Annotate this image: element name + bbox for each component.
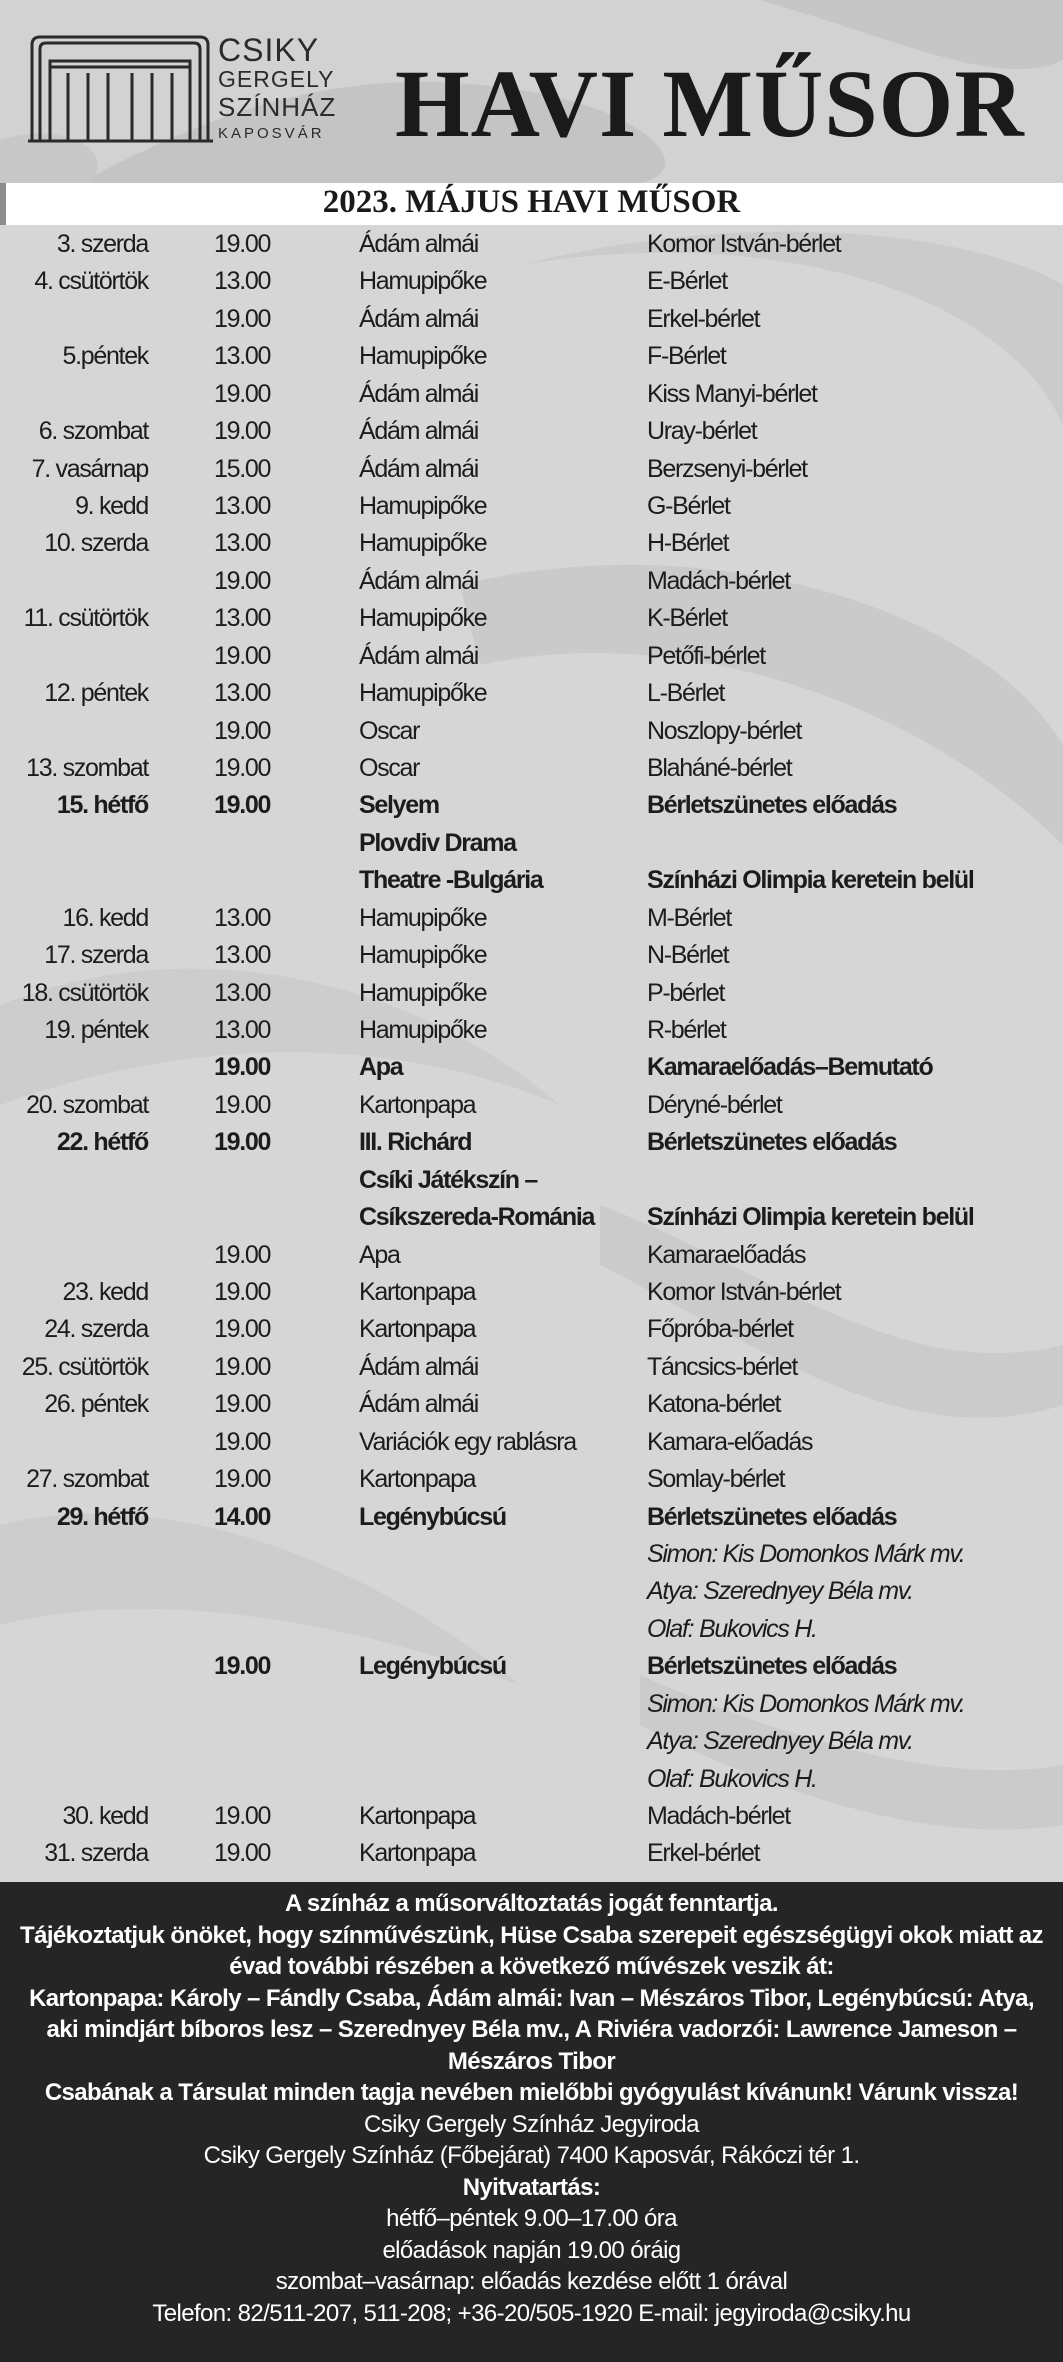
day-cell: 11. csütörtök: [23, 604, 148, 633]
month-title: 2023. MÁJUS HAVI MŰSOR: [322, 184, 741, 220]
time-cell: 19.00: [214, 304, 271, 333]
day-cell: 27. szombat: [26, 1465, 148, 1494]
day-cell: 26. péntek: [44, 1390, 148, 1419]
footer-line: Csiky Gergely Színház Jegyiroda: [364, 2110, 699, 2138]
table-row: [0, 226, 1063, 263]
table-row: [0, 376, 1063, 413]
table-row: [0, 1012, 1063, 1049]
note-cell: Erkel-bérlet: [647, 304, 760, 333]
day-cell: 17. szerda: [44, 941, 148, 970]
table-row: [0, 750, 1063, 787]
time-cell: 19.00: [214, 1652, 271, 1681]
day-cell: 30. kedd: [62, 1802, 148, 1831]
time-cell: 19.00: [214, 230, 271, 258]
title-cell: Hamupipőke: [359, 903, 487, 932]
time-cell: 13.00: [214, 1016, 271, 1045]
footer-line: évad további részében a következő művészek veszik át:: [229, 1953, 834, 1980]
table-row: [0, 1049, 1063, 1086]
table-row: [0, 1461, 1063, 1498]
note-cell: Petőfi-bérlet: [647, 641, 765, 670]
note-cell: Főpróba-bérlet: [647, 1315, 793, 1344]
time-cell: 13.00: [214, 679, 271, 708]
table-row: [0, 600, 1063, 637]
day-cell: 13. szombat: [26, 754, 148, 783]
note-cell: Erkel-bérlet: [647, 1839, 760, 1868]
time-cell: 19.00: [214, 1390, 271, 1419]
table-row: [0, 263, 1063, 300]
time-cell: 13.00: [214, 342, 271, 371]
note-cell: Színházi Olimpia keretein belül: [647, 1203, 974, 1232]
day-cell: 10. szerda: [44, 529, 148, 558]
time-cell: 19.00: [214, 417, 271, 446]
table-row: [0, 1124, 1063, 1161]
time-cell: 15.00: [214, 454, 271, 483]
title-cell: Ádám almái: [359, 1390, 478, 1419]
table-row: [0, 675, 1063, 712]
note-cell: Kamaraelőadás: [647, 1240, 806, 1269]
note-cell: Atya: Szerednyey Béla mv.: [647, 1727, 913, 1756]
table-row: [0, 1573, 1063, 1610]
footer-line: előadások napján 19.00 óráig: [382, 2236, 681, 2264]
day-cell: 9. kedd: [75, 492, 148, 520]
table-row: [0, 975, 1063, 1012]
time-cell: 19.00: [214, 1053, 271, 1082]
note-cell: Atya: Szerednyey Béla mv.: [647, 1577, 913, 1606]
note-cell: M-Bérlet: [647, 903, 732, 932]
table-row: [0, 713, 1063, 750]
time-cell: 19.00: [214, 1802, 271, 1831]
table-row: [0, 1611, 1063, 1648]
day-cell: 29. hétfő: [56, 1502, 148, 1531]
note-cell: H-Bérlet: [647, 529, 729, 558]
table-row: [0, 1162, 1063, 1199]
day-cell: 3. szerda: [56, 230, 148, 258]
time-cell: 19.00: [214, 379, 271, 408]
title-cell: Kartonpapa: [359, 1802, 476, 1831]
note-cell: Kamara-előadás: [647, 1427, 813, 1456]
title-cell: Oscar: [359, 754, 420, 783]
time-cell: 13.00: [214, 941, 271, 970]
table-row: [0, 1798, 1063, 1835]
table-row: [0, 451, 1063, 488]
time-cell: 19.00: [214, 1315, 271, 1344]
note-cell: Simon: Kis Domonkos Márk mv.: [647, 1689, 965, 1718]
theatre-logo: [28, 28, 338, 150]
title-cell: III. Richárd: [359, 1128, 472, 1157]
note-cell: F-Bérlet: [647, 342, 726, 371]
title-cell: Apa: [359, 1053, 403, 1082]
table-row: [0, 862, 1063, 899]
day-cell: 7. vasárnap: [31, 454, 148, 483]
time-cell: 19.00: [214, 1427, 271, 1456]
time-cell: 13.00: [214, 903, 271, 932]
title-cell: Kartonpapa: [359, 1465, 476, 1494]
title-cell: Ádám almái: [359, 379, 478, 408]
title-cell: Ádám almái: [359, 304, 478, 333]
note-cell: Komor István-bérlet: [647, 1278, 841, 1307]
note-cell: Bérletszünetes előadás: [647, 791, 897, 820]
note-cell: Simon: Kis Domonkos Márk mv.: [647, 1540, 965, 1569]
time-cell: 19.00: [214, 1839, 271, 1868]
table-row: [0, 1386, 1063, 1423]
title-cell: Kartonpapa: [359, 1315, 476, 1344]
footer-line: Telefon: 82/511-207, 511-208; +36-20/505-1920 E-mail: jegyiroda@csiky.hu: [152, 2299, 911, 2327]
title-cell: Selyem: [359, 791, 439, 820]
time-cell: 13.00: [214, 267, 271, 296]
title-cell: Hamupipőke: [359, 342, 487, 371]
note-cell: Kamaraelőadás–Bemutató: [647, 1053, 933, 1082]
footer-line: A színház a műsorváltoztatás jogát fenntartja.: [285, 1890, 778, 1917]
day-cell: 22. hétfő: [56, 1128, 148, 1157]
table-row: [0, 900, 1063, 937]
title-cell: Apa: [359, 1240, 400, 1269]
table-row: [0, 1349, 1063, 1386]
table-row: [0, 1835, 1063, 1872]
table-row: [0, 413, 1063, 450]
table-row: [0, 1237, 1063, 1274]
footer-line: aki mindjárt bíboros lesz – Szerednyey Béla mv., A Riviéra vadorzói: Lawrence Jameson –: [46, 2016, 1017, 2043]
footer-line: Tájékoztatjuk önöket, hogy színművészünk, Hüse Csaba szerepeit egészségügyi okok miatt az: [20, 1921, 1043, 1949]
note-cell: Bérletszünetes előadás: [647, 1128, 897, 1157]
note-cell: L-Bérlet: [647, 679, 725, 708]
footer-line: Csiky Gergely Színház (Főbejárat) 7400 Kaposvár, Rákóczi tér 1.: [203, 2142, 860, 2169]
note-cell: Blaháné-bérlet: [647, 754, 792, 783]
table-row: [0, 1648, 1063, 1685]
note-cell: R-bérlet: [647, 1016, 726, 1045]
time-cell: 19.00: [214, 1465, 271, 1494]
note-cell: Madách-bérlet: [647, 1802, 790, 1831]
note-cell: Színházi Olimpia keretein belül: [647, 866, 974, 895]
table-row: [0, 1723, 1063, 1760]
title-cell: Hamupipőke: [359, 941, 487, 970]
day-cell: 16. kedd: [62, 903, 148, 932]
note-cell: K-Bérlet: [647, 604, 727, 633]
note-cell: Olaf: Bukovics H.: [647, 1614, 817, 1643]
schedule-table: [0, 225, 1063, 1882]
footer-line: szombat–vasárnap: előadás kezdése előtt 1 órával: [275, 2268, 788, 2295]
note-cell: Madách-bérlet: [647, 566, 790, 595]
note-cell: G-Bérlet: [647, 492, 730, 520]
title-cell: Plovdiv Drama: [359, 828, 516, 857]
day-cell: 4. csütörtök: [34, 267, 148, 296]
table-row: [0, 1536, 1063, 1573]
day-cell: 20. szombat: [26, 1090, 148, 1119]
table-row: [0, 488, 1063, 525]
note-cell: Bérletszünetes előadás: [647, 1652, 897, 1681]
title-cell: Ádám almái: [359, 454, 478, 483]
logo-line-2: GERGELY: [218, 66, 335, 92]
title-cell: Ádám almái: [359, 566, 478, 595]
title-cell: Theatre -Bulgária: [359, 866, 543, 895]
table-row: [0, 825, 1063, 862]
time-cell: 19.00: [214, 641, 271, 670]
table-row: [0, 1761, 1063, 1798]
note-cell: P-bérlet: [647, 978, 725, 1007]
note-cell: Somlay-bérlet: [647, 1465, 785, 1494]
note-cell: Déryné-bérlet: [647, 1090, 782, 1119]
time-cell: 19.00: [214, 1352, 271, 1381]
title-cell: Ádám almái: [359, 641, 478, 670]
time-cell: 19.00: [214, 1090, 271, 1119]
day-cell: 5.péntek: [62, 342, 148, 371]
title-cell: Csíki Játékszín –: [359, 1165, 538, 1194]
note-cell: Noszlopy-bérlet: [647, 716, 802, 745]
title-cell: Hamupipőke: [359, 679, 487, 708]
table-row: [0, 787, 1063, 824]
logo-line-1: CSIKY: [218, 32, 320, 68]
title-cell: Hamupipőke: [359, 529, 487, 558]
day-cell: 24. szerda: [44, 1315, 148, 1344]
day-cell: 18. csütörtök: [21, 978, 148, 1007]
day-cell: 19. péntek: [44, 1016, 148, 1045]
note-cell: Bérletszünetes előadás: [647, 1502, 897, 1531]
page-title: HAVI MŰSOR: [395, 50, 1025, 157]
footer-line: Mészáros Tibor: [447, 2047, 616, 2075]
logo-line-3: SZÍNHÁZ: [218, 92, 337, 122]
time-cell: 19.00: [214, 1278, 271, 1307]
footer-line: Csabának a Társulat minden tagja nevében mielőbbi gyógyulást kívánunk! Várunk vissza!: [44, 2079, 1019, 2106]
table-row: [0, 937, 1063, 974]
day-cell: 15. hétfő: [56, 791, 148, 820]
time-cell: 19.00: [214, 1128, 271, 1157]
time-cell: 13.00: [214, 492, 271, 520]
title-cell: Legénybúcsú: [359, 1652, 506, 1681]
note-cell: Katona-bérlet: [647, 1390, 781, 1419]
day-cell: 12. péntek: [44, 679, 148, 708]
title-cell: Oscar: [359, 716, 420, 745]
note-cell: Komor István-bérlet: [647, 230, 841, 258]
footer-info: [0, 1882, 1063, 2362]
table-row: [0, 1424, 1063, 1461]
note-cell: Táncsics-bérlet: [647, 1352, 797, 1381]
table-row: [0, 563, 1063, 600]
table-row: [0, 638, 1063, 675]
logo-line-4: KAPOSVÁR: [218, 125, 325, 142]
table-row: [0, 1199, 1063, 1236]
table-row: [0, 1686, 1063, 1723]
footer-line: hétfő–péntek 9.00–17.00 óra: [386, 2205, 677, 2232]
table-row: [0, 525, 1063, 562]
time-cell: 19.00: [214, 716, 271, 745]
theatre-building-icon: [28, 33, 213, 145]
time-cell: 13.00: [214, 604, 271, 633]
footer-line: Kartonpapa: Károly – Fándly Csaba, Ádám almái: Ivan – Mészáros Tibor, Legénybúcsú: Atya,: [29, 1984, 1034, 2012]
table-row: [0, 1274, 1063, 1311]
title-cell: Hamupipőke: [359, 492, 487, 520]
note-cell: N-Bérlet: [647, 941, 729, 970]
time-cell: 19.00: [214, 566, 271, 595]
title-cell: Hamupipőke: [359, 267, 487, 296]
note-cell: Olaf: Bukovics H.: [647, 1764, 817, 1793]
time-cell: 19.00: [214, 754, 271, 783]
title-cell: Variációk egy rablásra: [359, 1427, 576, 1456]
day-cell: 25. csütörtök: [21, 1352, 148, 1381]
table-row: [0, 338, 1063, 375]
title-cell: Ádám almái: [359, 417, 478, 446]
table-row: [0, 1499, 1063, 1536]
title-cell: Csíkszereda-Románia: [359, 1203, 595, 1232]
title-cell: Kartonpapa: [359, 1090, 476, 1119]
title-cell: Kartonpapa: [359, 1278, 476, 1307]
title-cell: Hamupipőke: [359, 604, 487, 633]
table-row: [0, 1087, 1063, 1124]
time-cell: 13.00: [214, 529, 271, 558]
table-row: [0, 301, 1063, 338]
title-cell: Ádám almái: [359, 1352, 478, 1381]
day-cell: 23. kedd: [62, 1278, 148, 1307]
day-cell: 6. szombat: [38, 417, 148, 446]
day-cell: 31. szerda: [44, 1839, 148, 1868]
note-cell: Berzsenyi-bérlet: [647, 454, 807, 483]
time-cell: 13.00: [214, 978, 271, 1007]
header: [0, 0, 1063, 183]
title-cell: Hamupipőke: [359, 978, 487, 1007]
note-cell: Uray-bérlet: [647, 417, 757, 446]
time-cell: 14.00: [214, 1502, 271, 1531]
note-cell: Kiss Manyi-bérlet: [647, 379, 817, 408]
note-cell: E-Bérlet: [647, 267, 727, 296]
footer-line: Nyitvatartás:: [462, 2173, 601, 2201]
title-cell: Legénybúcsú: [359, 1502, 506, 1531]
time-cell: 19.00: [214, 1240, 271, 1269]
title-cell: Kartonpapa: [359, 1839, 476, 1868]
title-cell: Ádám almái: [359, 230, 478, 258]
time-cell: 19.00: [214, 791, 271, 820]
title-cell: Hamupipőke: [359, 1016, 487, 1045]
table-row: [0, 1311, 1063, 1348]
